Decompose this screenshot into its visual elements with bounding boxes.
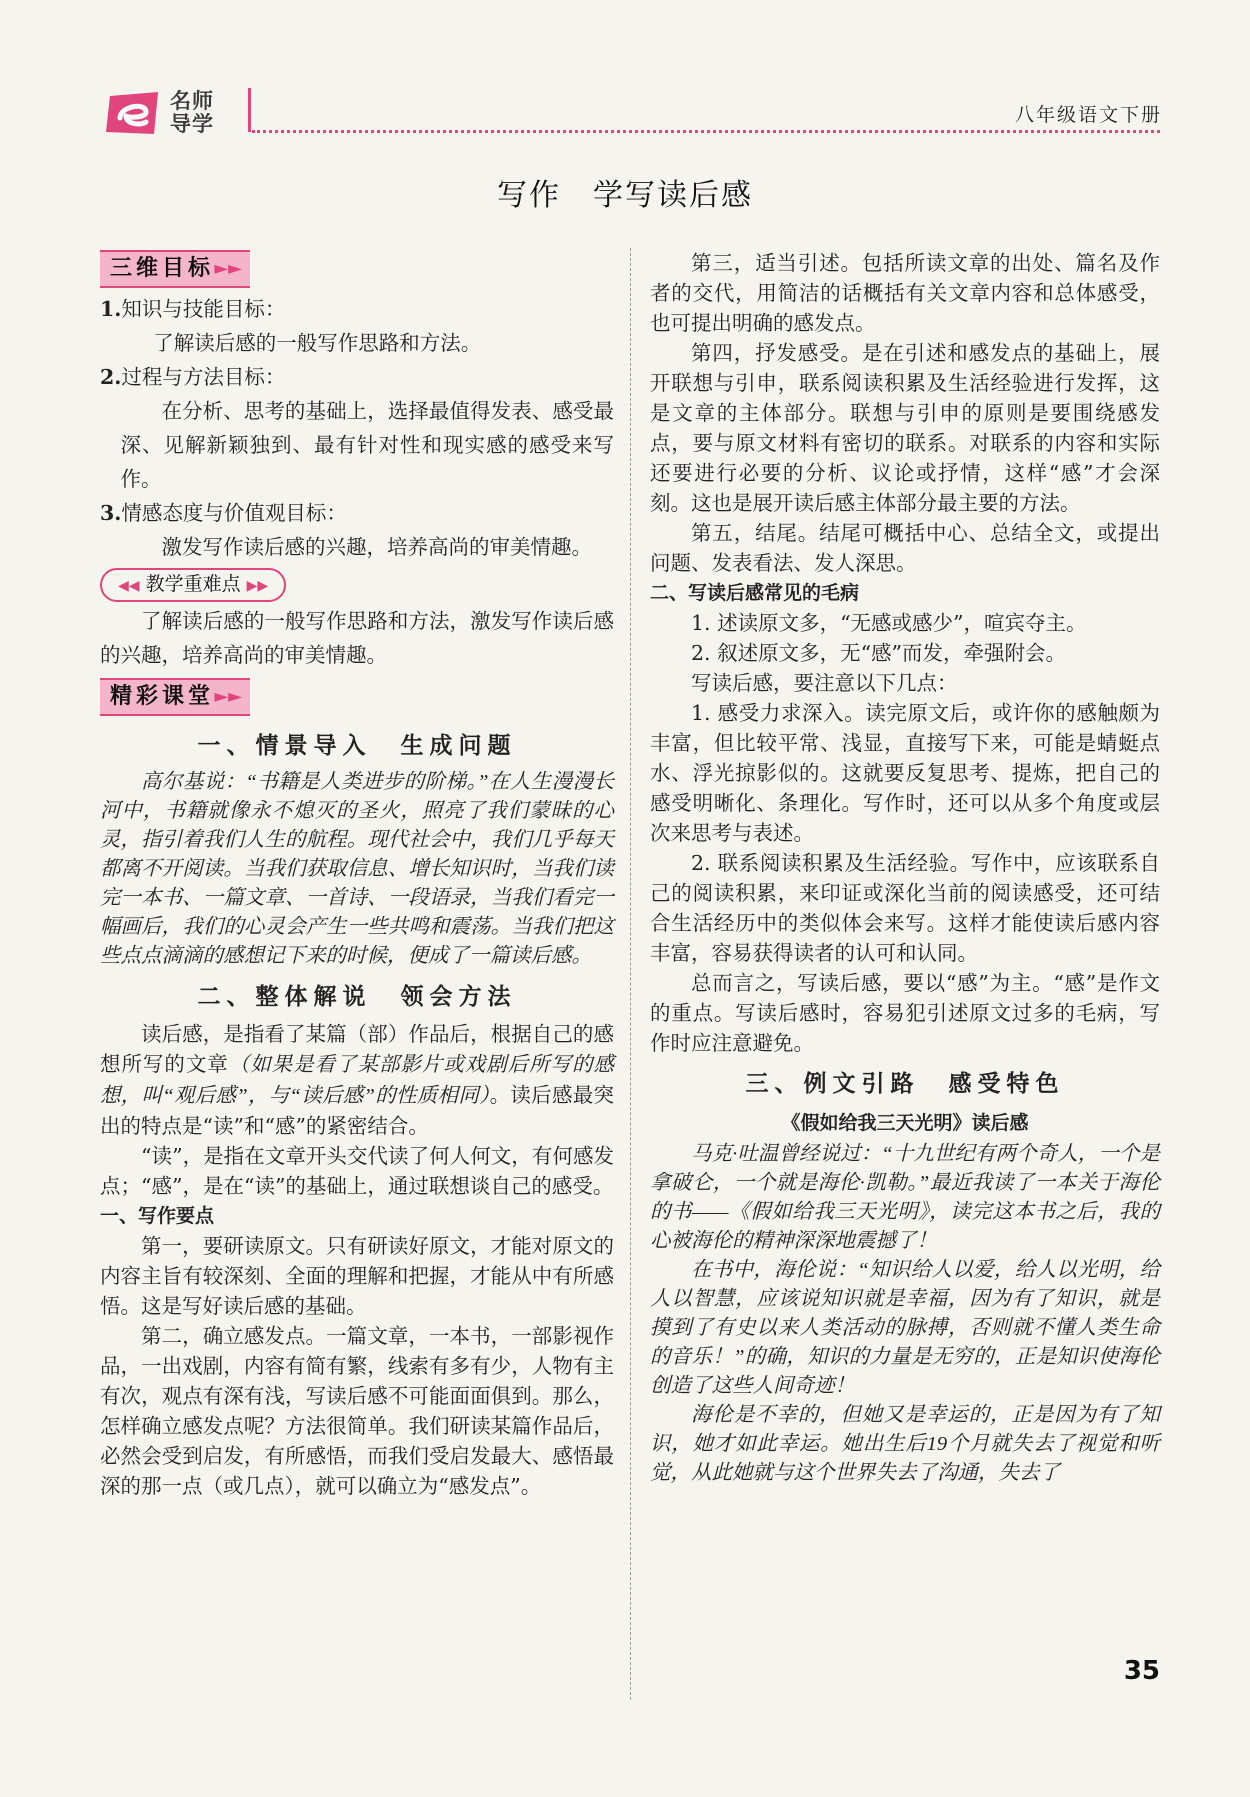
key-points-text: 了解读后感的一般写作思路和方法，激发写作读后感的兴趣，培养高尚的审美情趣。 (100, 609, 614, 667)
right-column (650, 248, 1160, 1488)
header-dotted-rule (252, 130, 1160, 133)
chevron-left-icon: ◀◀ (118, 578, 140, 594)
page-number: 35 (1123, 1656, 1160, 1686)
goal-2-text: 在分析、思考的基础上，选择最值得发表、感受最深、见解新颖独到、最有针对性和现实感的感受来写作。 (120, 399, 614, 491)
step-3: 第三，适当引述。包括所读文章的出处、篇名及作者的交代，用简洁的话概括有关文章内容和总体感受，也可提出明确的感发点。 (650, 251, 1160, 335)
fault-1: 1. 述读原文多，“无感或感少”，喧宾夺主。 (691, 611, 1087, 635)
class-tag: 精彩课堂 ►► (100, 678, 250, 716)
double-arrow-icon: ►► (214, 686, 243, 707)
essay-title: 《假如给我三天光明》读后感 (781, 1112, 1029, 1134)
goal-2-label: 2.过程与方法目标： (100, 365, 286, 389)
double-arrow-icon: ►► (214, 258, 243, 279)
goal-3-text: 激发写作读后感的兴趣，培养高尚的审美情趣。 (161, 535, 592, 559)
logo-text-line2: 导学 (170, 112, 214, 136)
step-1: 第一，要研读原文。只有研读好原文，才能对原文的内容主旨有较深刻、全面的理解和把握，才能从中有所感悟。这是写好读后感的基础。 (100, 1234, 614, 1318)
section-1-title: 一、情景导入 生成问题 (197, 733, 517, 759)
note-2: 2. 联系阅读积累及生活经验。写作中，应该联系自己的阅读积累，来印证或深化当前的阅读感受，还可结合生活经历中的类似体会来写。这样才能使读后感内容丰富，容易获得读者的认可和认同。 (650, 851, 1160, 965)
key-points-label: ◀◀ 教学重难点 ▶▶ (100, 568, 286, 602)
step-5: 第五，结尾。结尾可概括中心、总结全文，或提出问题、发表看法、发人深思。 (650, 521, 1160, 575)
section-2-paragraph-2: “读”，是指在文章开头交代读了何人何文，有何感发点；“感”，是在“读”的基础上，通过联想谈自己的感受。 (100, 1144, 614, 1198)
goal-1-label: 1.知识与技能目标： (100, 297, 286, 321)
note-1: 1. 感受力求深入。读完原文后，或许你的感触颇为丰富，但比较平常、浅显，直接写下来，可能是蜻蜓点水、浮光掠影似的。这就要反复思考、提炼，把自己的感受明晰化、条理化。写作时，还可以从多个角度或层次来思考与表述。 (650, 701, 1160, 845)
fault-2: 2. 叙述原文多，无“感”而发，牵强附会。 (691, 641, 1067, 665)
section-3-title: 三、例文引路 感受特色 (745, 1071, 1065, 1097)
writing-points-title: 一、写作要点 (100, 1205, 215, 1227)
column-divider (630, 248, 631, 1700)
section-2-paragraph-1: 读后感，是指看了某篇（部）作品后，根据自己的感想所写的文章（如果是看了某部影片或戏剧后所写的感想，叫“观后感”，与“读后感”的性质相同）。读后感最突出的特点是“读”和“感”的紧密结合。 (100, 1022, 615, 1138)
goal-3-label: 3.情感态度与价值观目标： (100, 501, 347, 525)
publisher-logo (104, 88, 252, 140)
step-2: 第二，确立感发点。一篇文章，一本书，一部影视作品，一出戏剧，内容有简有繁，线索有多有少，人物有主有次，观点有深有浅，写读后感不可能面面俱到。那么，怎样确立感发点呢？方法很简单。我们研读某篇作品后，必然会受到启发，有所感悟，而我们受启发最大、感悟最深的那一点（或几点），就可以确立为“感发点”。 (100, 1324, 614, 1498)
chevron-right-icon: ▶▶ (246, 578, 269, 594)
essay-paragraph-2: 在书中，海伦说：“知识给人以爱，给人以光明，给人以智慧，应该说知识就是幸福，因为有了知识，就是摸到了有史以来人类活动的脉搏，否则就不懂人类生命的音乐！”的确，知识的力量是无穷的，正是知识使海伦创造了这些人间奇迹！ (650, 1259, 1160, 1397)
page-title: 写作 学写读后感 (497, 178, 753, 213)
faults-title: 二、写读后感常见的毛病 (650, 582, 860, 604)
left-column (100, 248, 614, 1501)
essay-paragraph-1: 马克·吐温曾经说过：“十九世纪有两个奇人，一个是拿破仑，一个就是海伦·凯勒。”最近我读了一本关于海伦的书——《假如给我三天光明》，读完这本书之后，我的心被海伦的精神深深地震撼了！ (650, 1143, 1160, 1252)
notes-intro: 写读后感，要注意以下几点： (691, 671, 958, 695)
goals-tag: 三维目标 ►► (100, 250, 250, 288)
summary: 总而言之，写读后感，要以“感”为主。“感”是作文的重点。写读后感时，容易犯引述原文过多的毛病，写作时应注意避免。 (650, 971, 1160, 1055)
section-1-text: 高尔基说：“书籍是人类进步的阶梯。”在人生漫漫长河中，书籍就像永不熄灭的圣火，照亮了我们蒙昧的心灵，指引着我们人生的航程。现代社会中，我们几乎每天都离不开阅读。当我们获取信息、增长知识时，当我们读完一本书、一篇文章、一首诗、一段语录，当我们看完一幅画后，我们的心灵会产生一些共鸣和震荡。当我们把这些点点滴滴的感想记下来的时候，便成了一篇读后感。 (100, 771, 614, 967)
step-4: 第四，抒发感受。是在引述和感发点的基础上，展开联想与引申，联系阅读积累及生活经验进行发挥，这是文章的主体部分。联想与引申的原则是要围绕感发点，要与原文材料有密切的联系。对联系的内容和实际还要进行必要的分析、议论或抒情，这样“感”才会深刻。这也是展开读后感主体部分最主要的方法。 (650, 341, 1160, 515)
logo-e-icon (104, 88, 164, 138)
goal-1-text: 了解读后感的一般写作思路和方法。 (153, 331, 482, 355)
logo-text-line1: 名师 (170, 89, 214, 113)
book-title: 八年级语文下册 (1014, 104, 1162, 126)
header-bar (248, 88, 251, 132)
essay-paragraph-3: 海伦是不幸的，但她又是幸运的，正是因为有了知识，她才如此幸运。她出生后19个月就失去了视觉和听觉，从此她就与这个世界失去了沟通，失去了 (650, 1404, 1160, 1484)
section-2-title: 二、整体解说 领会方法 (197, 984, 517, 1010)
